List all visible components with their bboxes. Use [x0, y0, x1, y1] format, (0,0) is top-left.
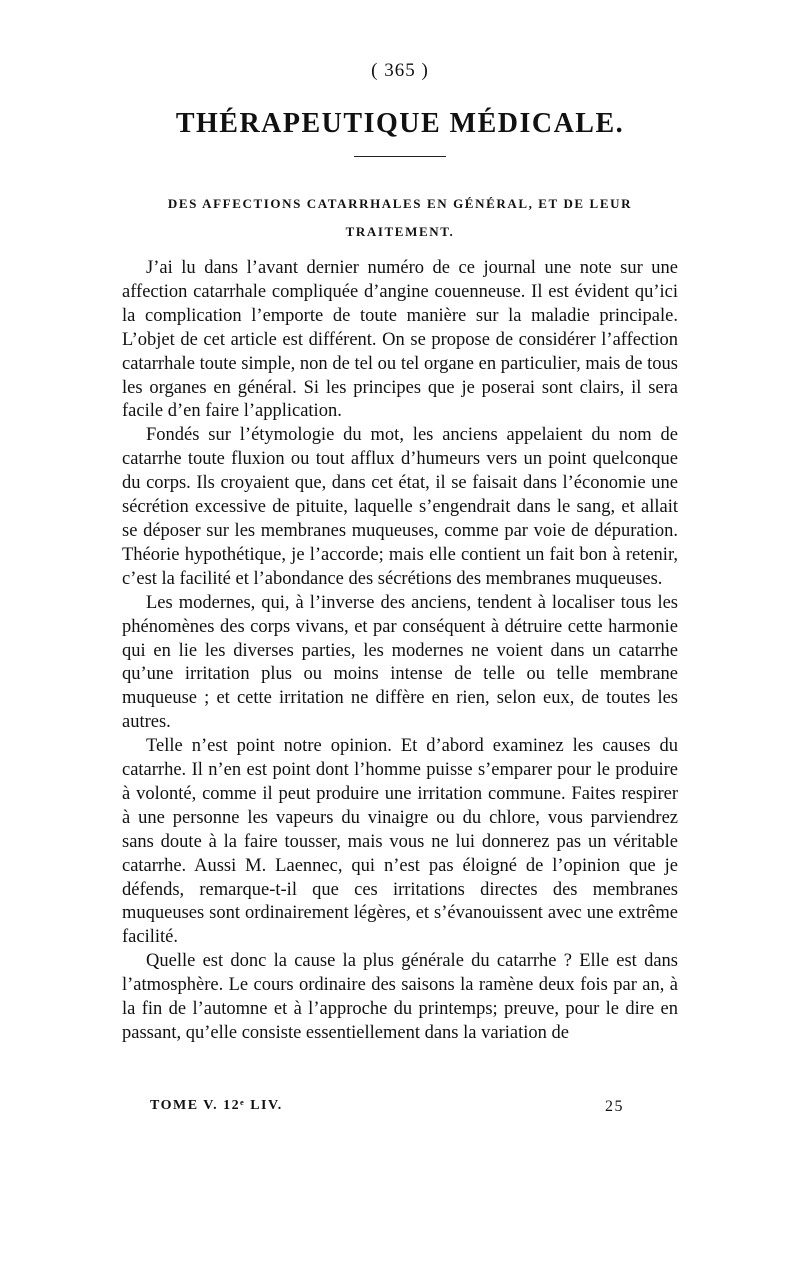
article-heading-line-1: DES AFFECTIONS CATARRHALES EN GÉNÉRAL, ET DE LEUR: [167, 196, 633, 211]
article-heading-line-2: TRAITEMENT.: [345, 224, 455, 239]
paragraph: Fondés sur l’étymologie du mot, les anciens appelaient du nom de catarrhe toute fluxion ou tout afflux d’humeurs vers un point quelconque du corps. Ils croyaient que, dans cet état, il se faisait dans l’économie une sécrétion excessive de pituite, laquelle s’engendrait dans le sang, et allait se déposer sur les membranes muqueuses, comme par voie de dépuration. Théorie hypothétique, je l’accorde; mais elle contient un fait bon à retenir, c’est la facilité et l’abondance des sécrétions des membranes muqueuses.: [122, 425, 678, 589]
footer-volume: TOME V. 12ᵉ LIV.: [150, 1098, 283, 1113]
footer-signature: 25: [605, 1098, 624, 1115]
section-title: THÉRAPEUTIQUE MÉDICALE.: [175, 108, 625, 139]
paragraph: J’ai lu dans l’avant dernier numéro de ce journal une note sur une affection catarrhale compliquée d’angine couenneuse. Il est évident qu’ici la complication l’emporte de toute manière sur la maladie principale. L’objet de cet article est différent. On se propose de considérer l’affection catarrhale toute simple, non de tel ou tel organe en particulier, mais de tous les organes en général. Si les principes que je poserai sont clairs, il sera facile d’en faire l’application.: [122, 258, 678, 422]
paragraph: Telle n’est point notre opinion. Et d’abord examinez les causes du catarrhe. Il n’en est point dont l’homme puisse s’emparer pour le produire à volonté, comme il peut produire une irritation commune. Faites respirer à une personne les vapeurs du vinaigre ou du chlore, vous parviendrez sans doute à la faire tousser, mais vous ne lui donnerez pas un véritable catarrhe. Aussi M. Laennec, qui n’est pas éloigné de l’opinion que je défends, remarque-t-il que ces irritations directes des membranes muqueuses sont ordinairement légères, et s’évanouissent avec une extrême facilité.: [122, 736, 678, 948]
article-body: [122, 257, 678, 1046]
page-number: ( 365 ): [371, 60, 429, 81]
title-divider: [354, 156, 446, 157]
paragraph: Les modernes, qui, à l’inverse des anciens, tendent à localiser tous les phénomènes des corps vivans, et par conséquent à détruire cette harmonie qui en lie les diverses parties, les modernes ne voient dans un catarrhe qu’une irritation plus ou moins intense de telle ou telle membrane muqueuse ; et cette irritation ne diffère en rien, selon eux, de toutes les autres.: [122, 592, 678, 733]
paragraph: Quelle est donc la cause la plus générale du catarrhe ? Elle est dans l’atmosphère. Le cours ordinaire des saisons la ramène deux fois par an, à la fin de l’automne et à l’approche du printemps; preuve, pour le dire en passant, qu’elle consiste essentiellement dans la variation de: [122, 951, 678, 1043]
article-heading: [122, 190, 678, 246]
